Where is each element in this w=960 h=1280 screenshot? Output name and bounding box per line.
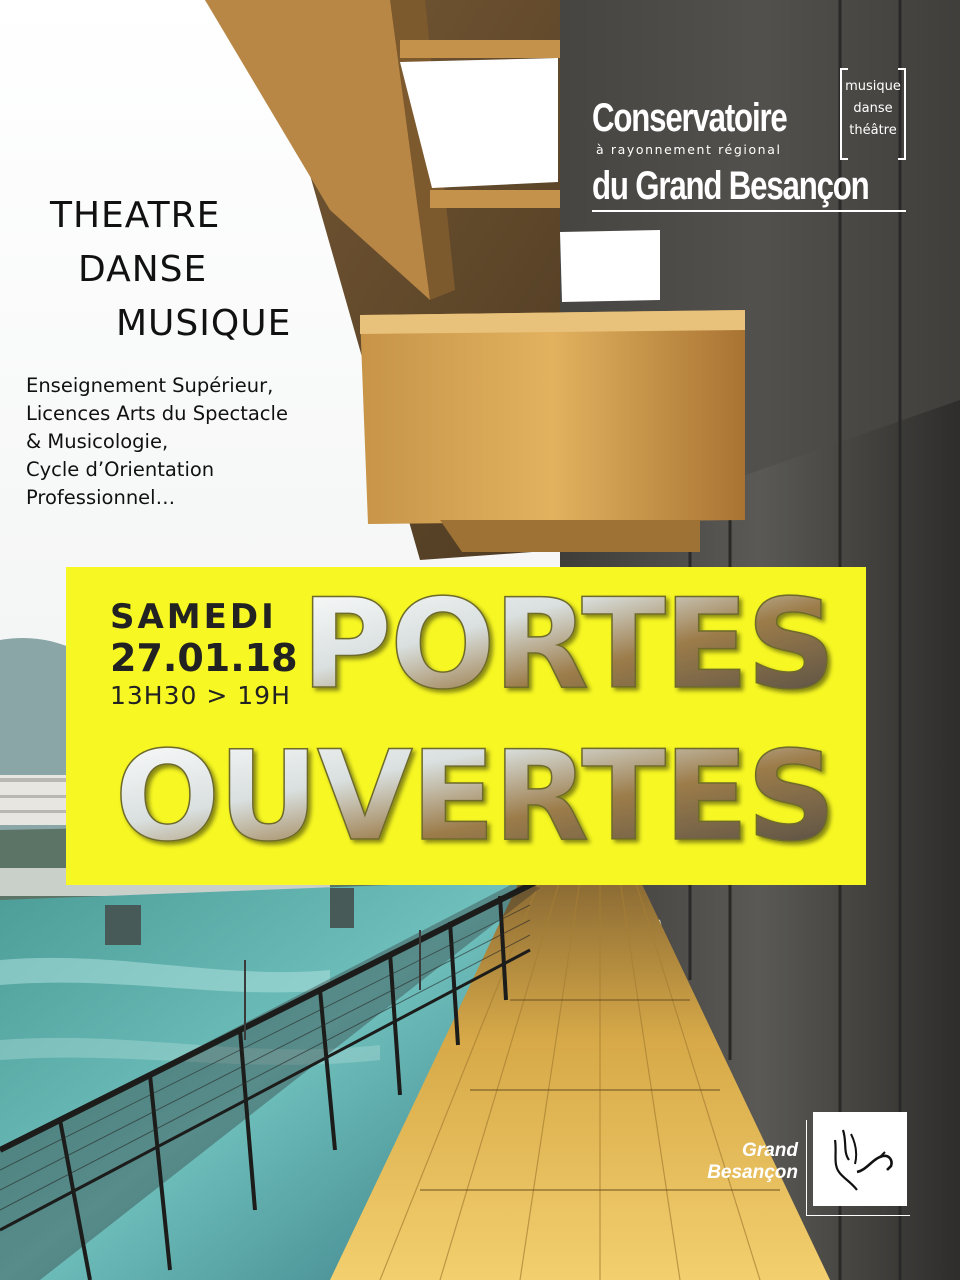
title-ouvertes: OUVERTES [114, 725, 834, 869]
event-day: SAMEDI [110, 597, 277, 637]
partner-name [707, 1140, 798, 1184]
heading-musique: MUSIQUE [116, 303, 292, 344]
event-banner [66, 567, 866, 885]
partner-line2: Besançon [707, 1162, 798, 1183]
logo-title-line1: Conservatoire [592, 96, 787, 140]
logo-underline [592, 210, 906, 212]
event-date-block [110, 597, 298, 713]
conservatoire-logo [592, 68, 908, 214]
logo-disciplines-bracket [840, 68, 906, 160]
description-line: & Musicologie, [26, 430, 169, 453]
heading-danse: DANSE [78, 249, 208, 290]
partner-line1: Grand [742, 1140, 798, 1161]
logo-subtitle: à rayonnement régional [596, 142, 782, 157]
logo-discipline-musique: musique [845, 79, 901, 94]
heading-theatre: THEATRE [50, 195, 221, 236]
grand-besancon-logo [680, 1112, 910, 1216]
description-line: Licences Arts du Spectacle [26, 402, 288, 425]
partner-emblem [813, 1112, 907, 1206]
logo-discipline-danse: danse [853, 101, 893, 116]
description-line: Cycle d’Orientation [26, 458, 215, 481]
description-line: Professionnel… [26, 486, 176, 509]
logo-discipline-theatre: théâtre [849, 123, 897, 138]
event-date: 27.01.18 [110, 636, 298, 680]
description-line: Enseignement Supérieur, [26, 374, 274, 397]
program-description [26, 372, 288, 512]
event-hours: 13H30 > 19H [110, 681, 291, 710]
title-portes: PORTES [301, 573, 834, 717]
bird-emblem-icon [813, 1112, 907, 1206]
logo-title-line2: du Grand Besançon [592, 164, 869, 208]
